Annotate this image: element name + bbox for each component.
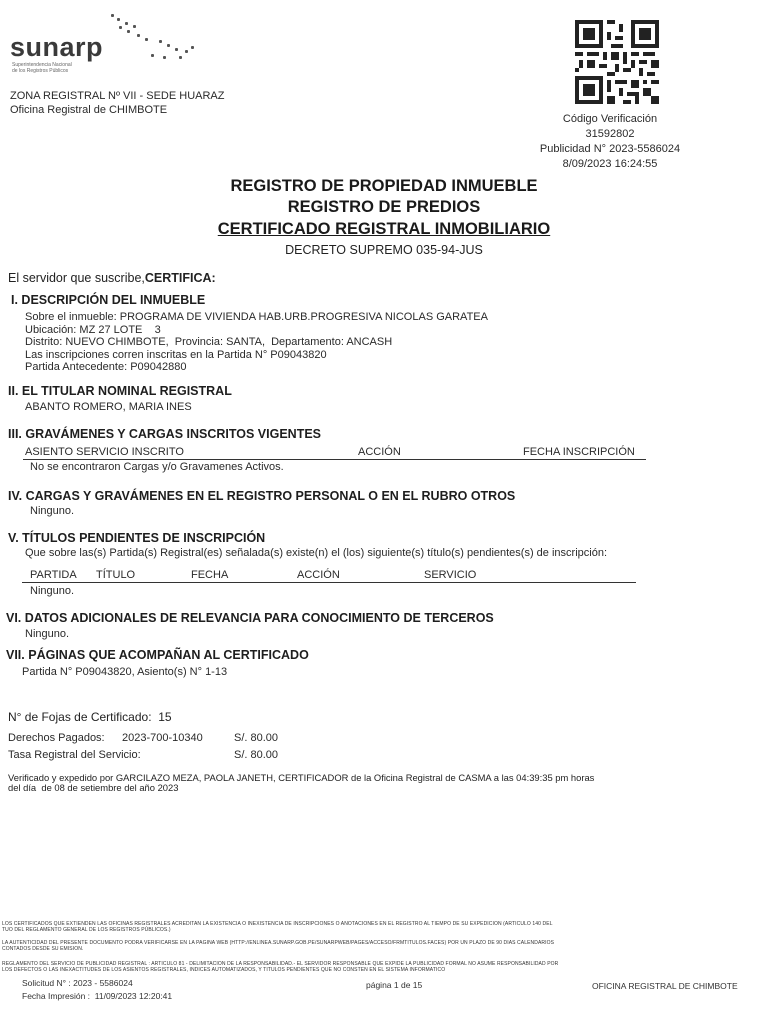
section-3-heading: III. GRAVÁMENES Y CARGAS INSCRITOS VIGENTES: [8, 427, 322, 441]
intro-certifica: CERTIFICA:: [144, 271, 216, 285]
derechos-label: Derechos Pagados:: [8, 732, 105, 744]
section-5-value: Ninguno.: [30, 585, 75, 597]
section-6-heading: VI. DATOS ADICIONALES DE RELEVANCIA PARA CONOCIMIENTO DE TERCEROS: [6, 611, 494, 625]
legal-note-1b: TUO DEL REGLAMENTO GENERAL DE LOS REGISTROS PÚBLICOS.): [2, 927, 171, 933]
section-7-heading: VII. PÁGINAS QUE ACOMPAÑAN AL CERTIFICADO: [6, 648, 309, 662]
zona-registral: ZONA REGISTRAL Nº VII - SEDE HUARAZ: [10, 90, 225, 102]
pendientes-col-titulo: TÍTULO: [96, 569, 136, 581]
legal-note-3a: REGLAMENTO DEL SERVICIO DE PUBLICIDAD REGISTRAL : ARTICULO 81 - DELIMITACION DE LA RESPONSABILIDAD.- EL SERVIDOR RESPONSABLE QUE EXPIDE LA PUBLICIDAD FORMAL NO ASUME RESPONSABILIDAD POR: [2, 961, 559, 967]
section-5-heading: V. TÍTULOS PENDIENTES DE INSCRIPCIÓN: [8, 531, 266, 545]
legal-note-1: [2, 921, 553, 933]
partida-antecedente-line: Partida Antecedente: P09042880: [25, 361, 187, 374]
derechos-code: 2023-700-10340: [122, 732, 203, 744]
verificado-line-1: Verificado y expedido por GARCILAZO MEZA, PAOLA JANETH, CERTIFICADOR de la Oficina Registral de CASMA a las 04:39:35 pm horas: [8, 772, 595, 783]
logo-subtitle-2: de los Registros Públicos: [12, 68, 69, 74]
section-4-value: Ninguno.: [30, 505, 75, 517]
tasa-label: Tasa Registral del Servicio:: [8, 749, 141, 761]
derechos-amount: S/. 80.00: [234, 732, 279, 744]
intro-prefix: El servidor que suscribe,: [8, 271, 145, 285]
distrito-line: Distrito: NUEVO CHIMBOTE, Provincia: SANTA, Departamento: ANCASH: [25, 336, 393, 349]
pendientes-col-servicio: SERVICIO: [424, 569, 477, 581]
pendientes-col-accion: ACCIÓN: [297, 569, 340, 581]
footer-oficina: OFICINA REGISTRAL DE CHIMBOTE: [592, 981, 738, 991]
logo-dots-icon: [105, 10, 205, 60]
publicidad-date: 8/09/2023 16:24:55: [562, 158, 658, 170]
footer-solicitud: Solicitud N° : 2023 - 5586024: [22, 978, 133, 988]
gravamenes-col-asiento: ASIENTO SERVICIO INSCRITO: [25, 446, 184, 458]
sunarp-logo: [10, 10, 210, 80]
legal-note-3: [2, 961, 558, 973]
section-1-heading: I. DESCRIPCIÓN DEL INMUEBLE: [11, 293, 206, 307]
gravamenes-header-rule: [23, 459, 646, 460]
title-certificado: CERTIFICADO REGISTRAL INMOBILIARIO: [217, 220, 551, 238]
ubicacion-line: Ubicación: MZ 27 LOTE 3: [25, 323, 161, 336]
logo-wordmark: sunarp: [10, 32, 104, 62]
legal-note-3b: LOS DEFECTOS O LAS INEXACTITUDES DE LOS ASIENTOS REGISTRALES, INDICES AUTOMATIZADOS, Y TITULOS PENDIENTES QUE NO CONSTEN EN EL SISTEMA INFORMATICO: [2, 967, 446, 973]
legal-note-2b: CONTADOS DESDE SU EMISION.: [2, 946, 84, 952]
section-6-value: Ninguno.: [25, 628, 70, 640]
footer-fecha-impresion: Fecha Impresión : 11/09/2023 12:20:41: [22, 991, 173, 1001]
publicidad-number: Publicidad N° 2023-5586024: [539, 143, 681, 155]
title-registro-predios: REGISTRO DE PREDIOS: [287, 198, 481, 216]
section-4-heading: IV. CARGAS Y GRAVÁMENES EN EL REGISTRO PERSONAL O EN EL RUBRO OTROS: [8, 489, 516, 503]
title-registro-propiedad: REGISTRO DE PROPIEDAD INMUEBLE: [230, 177, 538, 195]
fojas-count: N° de Fojas de Certificado: 15: [8, 710, 172, 724]
qr-code-icon: [575, 20, 659, 104]
section-5-description: Que sobre las(s) Partida(s) Registral(es) señalada(s) existe(n) el (los) siguiente(s) título(s) pendientes(s) de inscripción:: [25, 547, 607, 559]
gravamenes-col-fecha: FECHA INSCRIPCIÓN: [523, 446, 635, 458]
intro-line: [8, 271, 216, 285]
section-2-heading: II. EL TITULAR NOMINAL REGISTRAL: [8, 384, 232, 398]
pendientes-header-rule: [22, 582, 636, 583]
verificado-line-2: del día de 08 de setiembre del año 2023: [8, 782, 179, 793]
gravamenes-col-accion: ACCIÓN: [358, 446, 401, 458]
verification-label: Código Verificación: [562, 113, 658, 125]
footer-pagina: página 1 de 15: [366, 980, 423, 990]
inscripciones-line: Las inscripciones corren inscritas en la Partida N° P09043820: [25, 348, 327, 361]
verification-code: 31592802: [585, 128, 635, 140]
tasa-amount: S/. 80.00: [234, 749, 279, 761]
titular-name: ABANTO ROMERO, MARIA INES: [25, 401, 192, 413]
legal-note-2: [2, 940, 554, 952]
legal-note-1a: LOS CERTIFICADOS QUE EXTIENDEN LAS OFICINAS REGISTRALES ACREDITAN LA EXISTENCIA O INEXISTENCIA DE INSCRIPCIONES O ANOTACIONES EN EL REGISTRO AL TIEMPO DE SU EXPEDICION (ARTICULO 140 DEL: [2, 921, 553, 927]
verification-block: [520, 112, 700, 172]
pendientes-col-partida: PARTIDA: [30, 569, 77, 581]
gravamenes-empty: No se encontraron Cargas y/o Gravamenes Activos.: [30, 461, 284, 473]
decreto-supremo: DECRETO SUPREMO 035-94-JUS: [285, 243, 483, 257]
logo-subtitle-1: Superintendencia Nacional: [12, 62, 72, 68]
oficina-registral: Oficina Registral de CHIMBOTE: [10, 104, 168, 116]
pendientes-col-fecha: FECHA: [191, 569, 229, 581]
inmueble-line: Sobre el inmueble: PROGRAMA DE VIVIENDA HAB.URB.PROGRESIVA NICOLAS GARATEA: [25, 311, 488, 323]
section-1-body: [25, 311, 488, 374]
paginas-value: Partida N° P09043820, Asiento(s) N° 1-13: [22, 666, 228, 678]
legal-note-2a: LA AUTENTICIDAD DEL PRESENTE DOCUMENTO PODRA VERIFICARSE EN LA PAGINA WEB (HTTP://ENLINEA.SUNARP.GOB.PE/SUNARPWEB/PAGES/ACCESO/FRMTITULOS.FACES) POR UN PLAZO DE 90 DIAS CALENDARIOS: [2, 940, 555, 946]
